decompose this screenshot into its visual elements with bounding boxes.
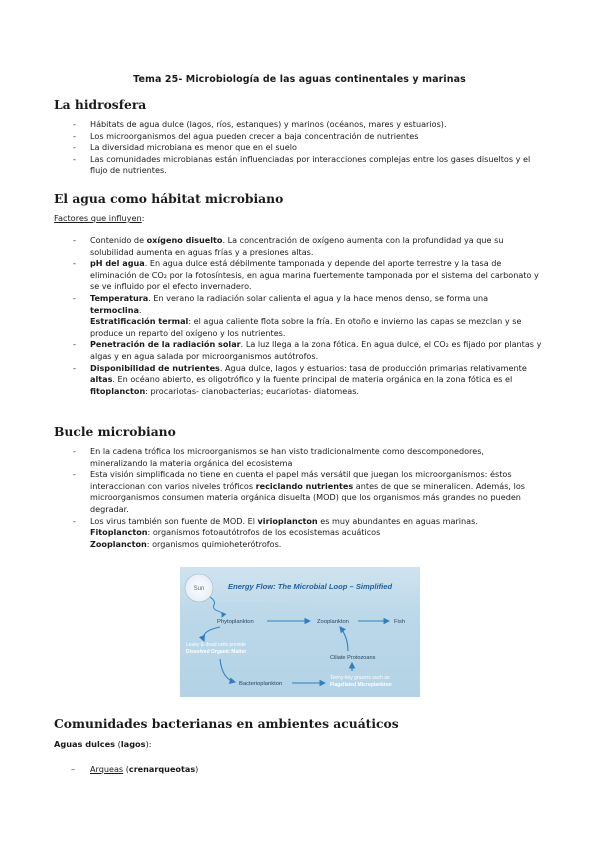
list-habitat xyxy=(0,235,542,397)
arqueas-link[interactable]: Arqueas xyxy=(90,764,124,774)
figure-title: Energy Flow: The Microbial Loop – Simplified xyxy=(228,582,393,591)
section-heading-comunidades: Comunidades bacterianas en ambientes acuáticos xyxy=(54,716,399,731)
list-item: - Penetración de la radiación solar. La luz llega a la zona fótica. En agua dulce, el CO₂ es fijado por plantas y algas y en agua salada por microorganismos autótrofos. xyxy=(73,339,542,361)
section-heading-hidrosfera: La hidrosfera xyxy=(54,97,147,112)
list-item: - Los virus también son fuente de MOD. El virioplancton es muy abundantes en aguas marinas. Fitoplancton: organismos fotoautótrofos de los ecosistemas acuáticos Zooplancton: organismos quimioheterótrofos. xyxy=(73,515,478,549)
list-item: - En la cadena trófica los microorganismos se han visto tradicionalmente como descomponedores, mineralizando la materia orgánica del ecosistema xyxy=(73,446,484,468)
list-item: - Contenido de oxígeno disuelto. La concentración de oxígeno aumenta con la profundidad ya que su solubilidad aumenta en aguas frías y a presiones altas. xyxy=(73,235,504,257)
leaky-label-2: Dissolved Organic Matter xyxy=(186,649,247,655)
list-item: – Arqueas (crenarqueotas) xyxy=(71,764,199,774)
sun-label: Sun xyxy=(193,586,205,592)
list-item: - Hábitats de agua dulce (lagos, ríos, estanques) y marinos (océanos, mares y estuarios). xyxy=(73,119,447,129)
ciliate-label: Ciliate Protozoans xyxy=(330,655,376,661)
list-item: - Disponibilidad de nutrientes. Agua dulce, lagos y estuarios: tasa de producción primarias relativamente altas. En océano abierto, es oligotrófico y la fuente principal de materia orgánica en la zona fótica es el fitoplancton: procariotas- cianobacterias; eucariotas- diatomeas. xyxy=(73,362,527,396)
list-item: - pH del agua. En agua dulce está débilmente tamponada y depende del aporte terrestre y la tasa de eliminación de CO₂ por la fotosíntesis, en agua marina fuertemente tamponada por el sistema del carbonato y se ve influido por el efecto invernadero. xyxy=(73,258,539,292)
page-title: Tema 25- Microbiología de las aguas continentales y marinas xyxy=(133,74,466,85)
list-comunidades xyxy=(0,764,542,776)
teeny-label-1: Teeny-tiny grazers such as xyxy=(330,675,390,681)
subheading-aguas-dulces: Aguas dulces (lagos): xyxy=(54,739,152,749)
list-hidrosfera xyxy=(0,119,542,177)
list-item: - La diversidad microbiana es menor que en el suelo xyxy=(73,142,297,153)
fish-label: Fish xyxy=(394,619,405,625)
section-heading-habitat: El agua como hábitat microbiano xyxy=(54,191,284,206)
bacterio-label: Bacterioplankton xyxy=(239,681,283,687)
section-heading-bucle: Bucle microbiano xyxy=(54,424,176,439)
zoo-label: Zooplankton xyxy=(317,619,349,625)
teeny-label-2: Flagellated Microplankton xyxy=(330,682,392,688)
subheading-factores: Factores que influyen: xyxy=(54,213,145,223)
phyto-label: Phytoplankton xyxy=(217,619,254,625)
list-item: - Temperatura. En verano la radiación solar calienta el agua y la hace menos denso, se forma una termoclina. Estratificación termal: el agua caliente flota sobre la fría. En otoño e invierno las capas se mezclan y se produce un reparto del oxígeno y los nutrientes. xyxy=(73,292,522,338)
leaky-label-1: Leaky & dead cells provide xyxy=(186,642,246,648)
list-bucle xyxy=(0,446,542,550)
list-item: - Los microorganismos del agua pueden crecer a baja concentración de nutrientes xyxy=(73,130,419,141)
microbial-loop-diagram xyxy=(180,567,420,697)
list-item: - Las comunidades microbianas están influenciadas por interacciones complejas entre los gases disueltos y el flujo de nutrientes. xyxy=(73,153,531,176)
list-item: - Esta visión simplificada no tiene en cuenta el papel más versátil que juegan los microorganismos: éstos interaccionan con varios niveles tróficos reciclando nutrientes antes de que se mineralicen. Además, los microorganismos consumen materia orgánica disuelta (MOD) que los organismos más grandes no pueden degradar. xyxy=(73,469,525,514)
